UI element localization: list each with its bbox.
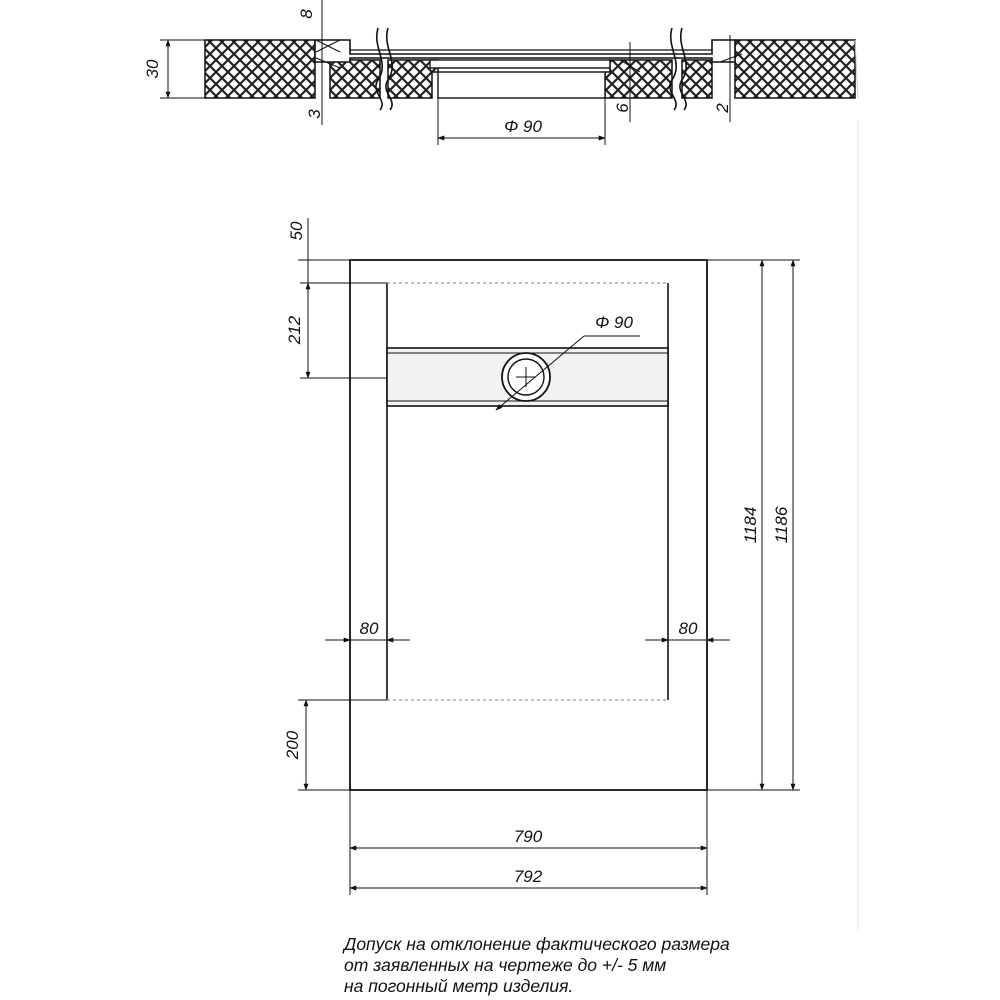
tolerance-note-line-2: от заявленных на чертеже до +/- 5 мм bbox=[344, 955, 667, 975]
dim-plan-bottom-margin: 200 bbox=[283, 730, 302, 760]
floor-hatch-mid-left bbox=[330, 60, 380, 98]
tray-outline bbox=[350, 260, 707, 790]
tolerance-note-line-3: на погонный метр изделия. bbox=[344, 976, 574, 996]
section-view bbox=[143, 0, 858, 145]
dim-plan-inner-length: 1184 bbox=[741, 506, 760, 544]
dim-plan-channel-offset: 212 bbox=[285, 315, 304, 345]
plan-view bbox=[283, 218, 800, 895]
dim-section-thickness: 30 bbox=[143, 59, 162, 79]
dim-section-drain-step: 6 bbox=[613, 103, 632, 113]
floor-hatch-center-right bbox=[605, 60, 672, 98]
dim-section-drain-diameter: Φ 90 bbox=[504, 117, 542, 136]
dim-section-edge-step: 2 bbox=[713, 103, 732, 113]
dim-plan-outer-width: 792 bbox=[513, 867, 543, 886]
dim-plan-outer-length: 1186 bbox=[772, 506, 791, 544]
dim-plan-right-border: 80 bbox=[678, 619, 698, 638]
tolerance-note-line-1: Допуск на отклонение фактического размера bbox=[344, 934, 730, 954]
dim-section-bottom-offset: 3 bbox=[305, 109, 324, 119]
floor-hatch-right bbox=[735, 40, 855, 98]
dim-plan-drain-diameter: Φ 90 bbox=[595, 313, 633, 332]
drain-body bbox=[438, 72, 605, 98]
drain-cover bbox=[430, 60, 610, 68]
dim-plan-inner-width: 790 bbox=[513, 827, 543, 846]
dim-plan-left-border: 80 bbox=[359, 619, 379, 638]
dim-section-top-offset: 8 bbox=[297, 9, 316, 19]
tolerance-note bbox=[344, 934, 904, 997]
dim-plan-top-margin: 50 bbox=[287, 221, 306, 241]
floor-hatch-left bbox=[205, 40, 315, 98]
